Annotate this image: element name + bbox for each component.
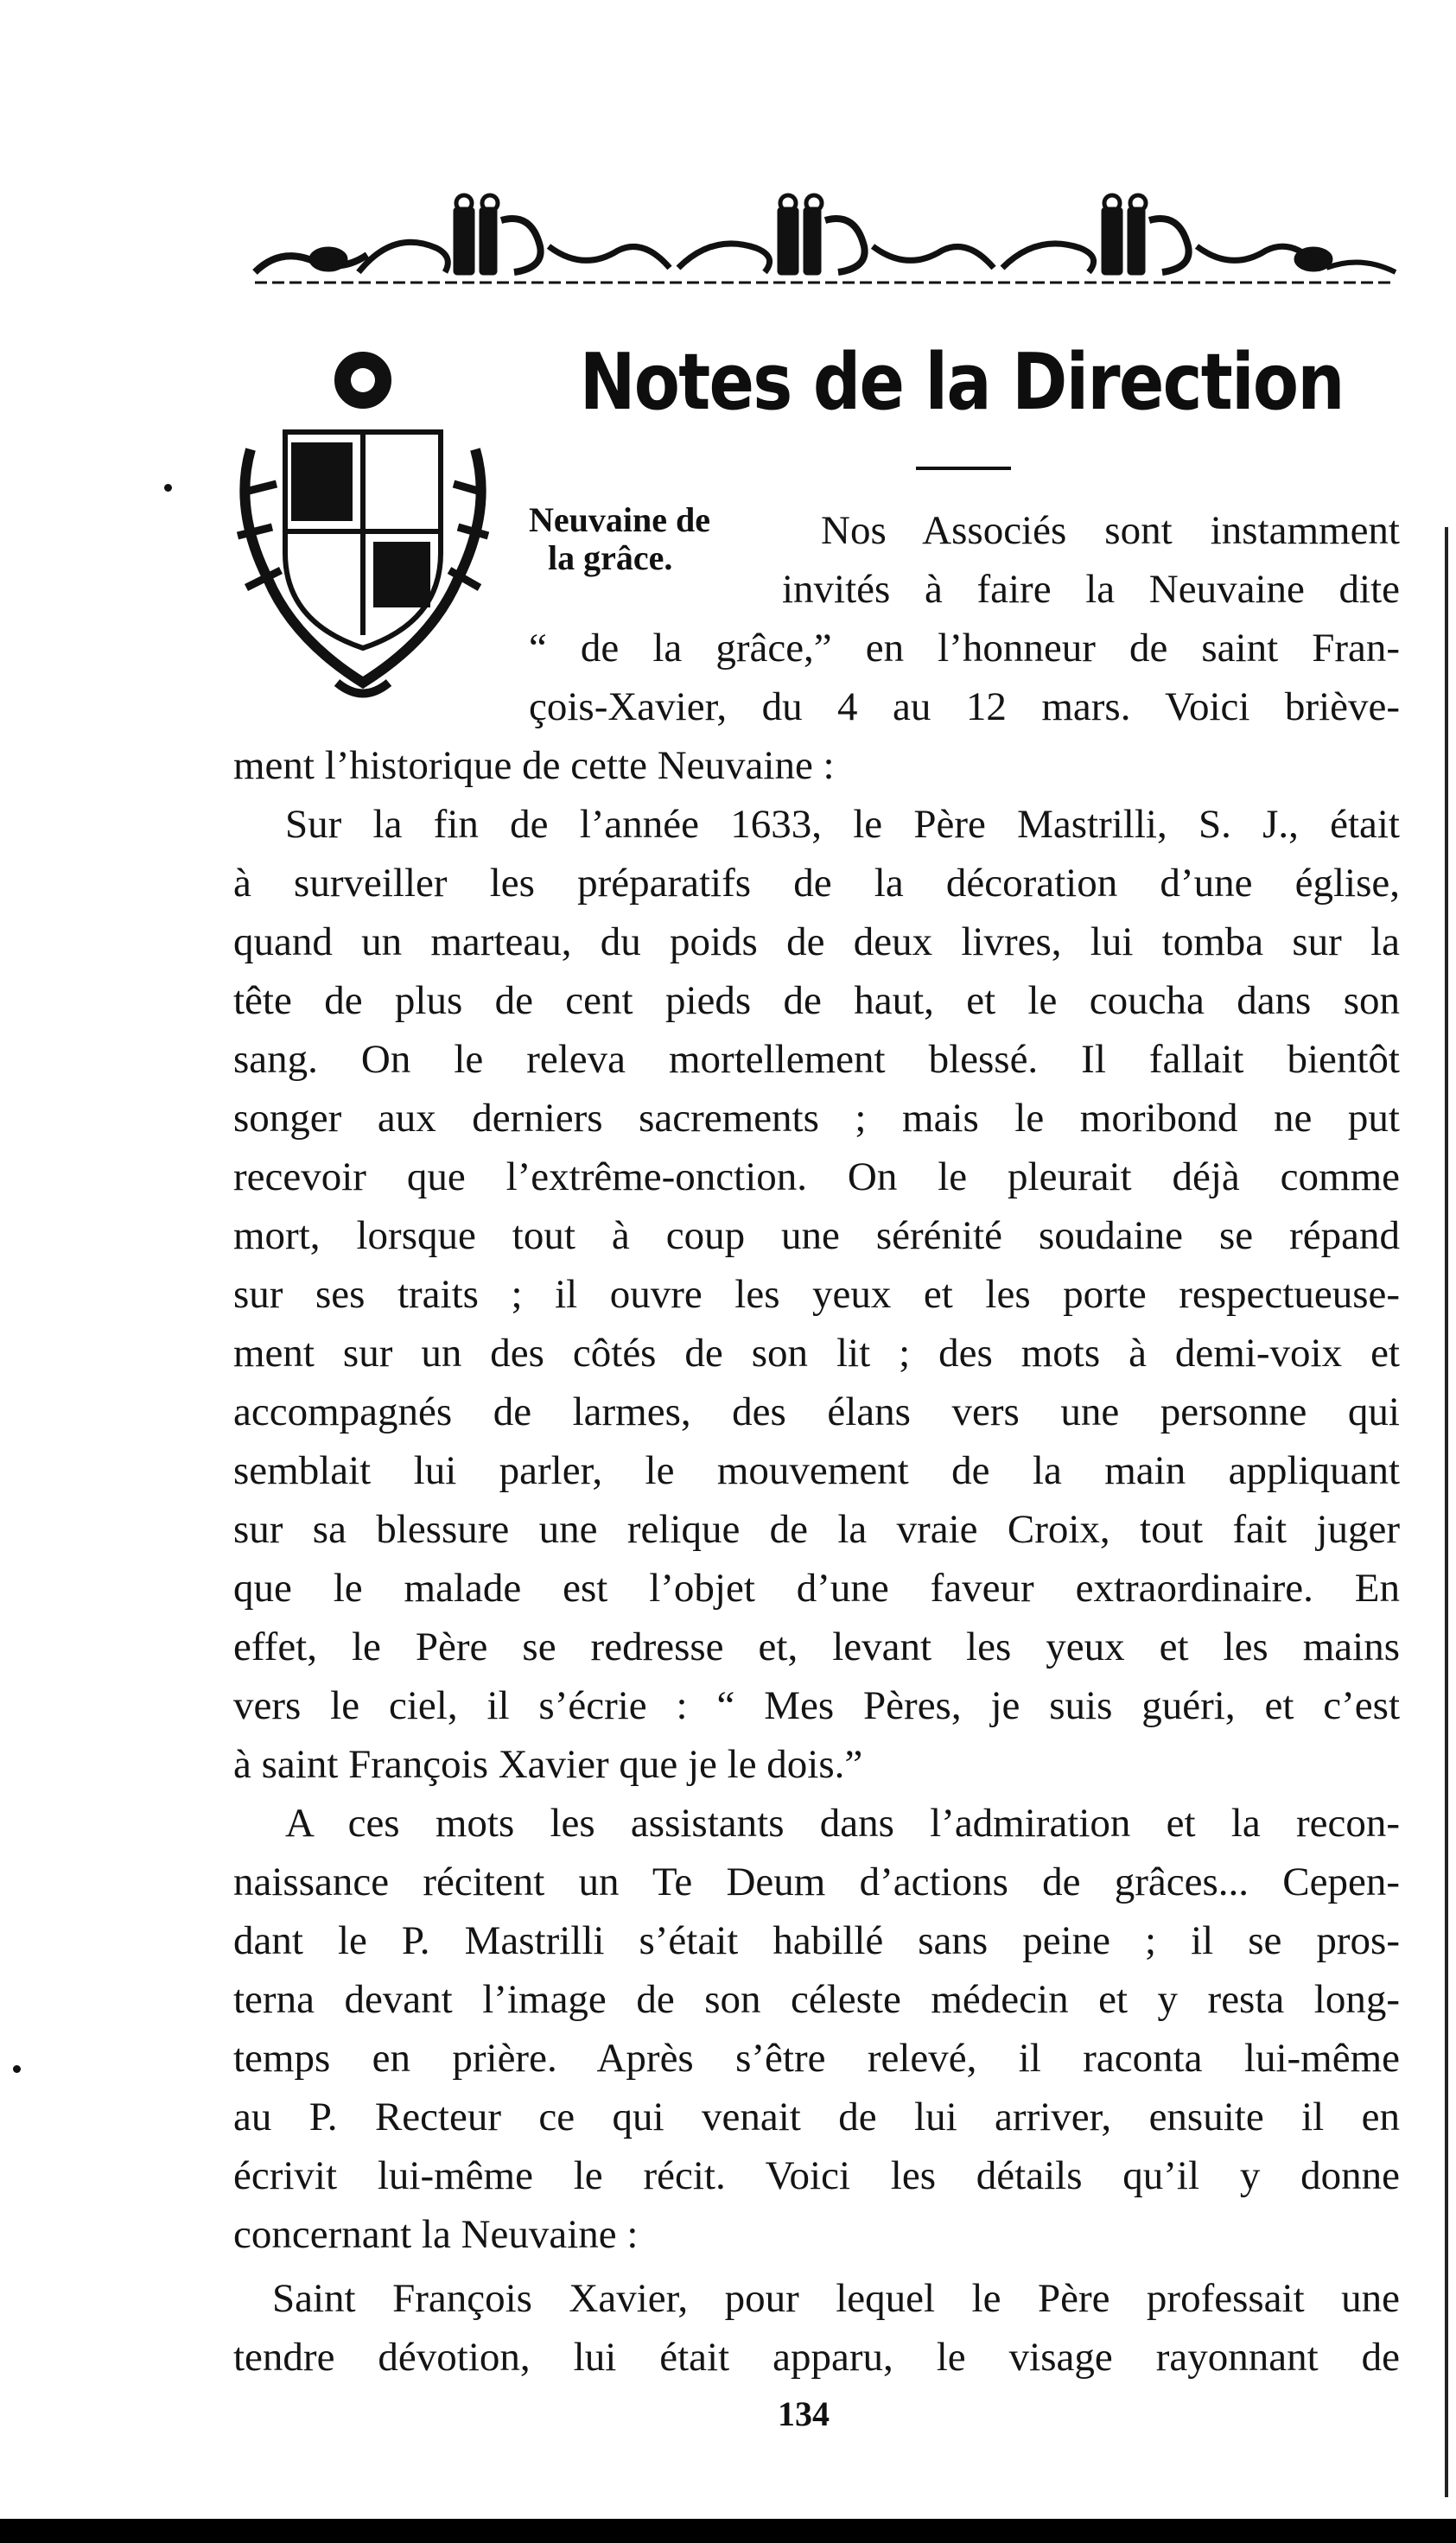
margin-note-line: Neuvaine de	[529, 500, 710, 539]
text-line: semblait lui parler, le mouvement de la main appliquant	[233, 1448, 1400, 1493]
page-title: Notes de la Direction	[579, 337, 1344, 428]
text-line: au P. Recteur ce qui venait de lui arriver, ensuite il en	[233, 2095, 1400, 2139]
text-line: tendre dévotion, lui était apparu, le visage rayonnant de	[233, 2335, 1400, 2380]
text-line: sur ses traits ; il ouvre les yeux et les porte respectueuse-	[233, 1272, 1400, 1317]
coat-of-arms-emblem	[233, 337, 493, 709]
text-line: “ de la grâce,” en l’honneur de saint Fran-	[529, 626, 1400, 671]
text-line: Sur la fin de l’année 1633, le Père Mastrilli, S. J., était	[285, 802, 1400, 847]
text-line: çois-Xavier, du 4 au 12 mars. Voici briève-	[529, 684, 1400, 729]
page-number: 134	[778, 2394, 830, 2433]
text-line: sang. On le releva mortellement blessé. Il fallait bientôt	[233, 1037, 1400, 1082]
text-line: Saint François Xavier, pour lequel le Père professait une	[272, 2276, 1400, 2321]
text-line: A ces mots les assistants dans l’admiration et la recon-	[285, 1801, 1400, 1846]
text-line: tête de plus de cent pieds de haut, et le coucha dans son	[233, 978, 1400, 1023]
text-line: Nos Associés sont instamment	[821, 508, 1400, 553]
scan-speck	[164, 484, 172, 492]
text-line: à surveiller les préparatifs de la décoration d’une église,	[233, 861, 1400, 906]
text-line: ment sur un des côtés de son lit ; des mots à demi-voix et	[233, 1331, 1400, 1376]
text-line: concernant la Neuvaine :	[233, 2212, 639, 2257]
text-line: vers le ciel, il s’écrie : “ Mes Pères, je suis guéri, et c’est	[233, 1683, 1400, 1728]
margin-note	[529, 501, 788, 577]
title-rule	[916, 467, 1011, 470]
ornamental-header-band	[246, 186, 1404, 294]
text-line: recevoir que l’extrême-onction. On le pleurait déjà comme	[233, 1154, 1400, 1199]
text-line: écrivit lui-même le récit. Voici les détails qu’il y donne	[233, 2153, 1400, 2198]
text-line: temps en prière. Après s’être relevé, il raconta lui-même	[233, 2036, 1400, 2081]
text-line: naissance récitent un Te Deum d’actions de grâces... Cepen-	[233, 1860, 1400, 1904]
text-line: ment l’historique de cette Neuvaine :	[233, 743, 835, 788]
text-line: à saint François Xavier que je le dois.”	[233, 1742, 863, 1787]
text-line: invités à faire la Neuvaine dite	[782, 567, 1400, 612]
text-line: sur sa blessure une relique de la vraie Croix, tout fait juger	[233, 1507, 1400, 1552]
scan-border	[0, 2519, 1456, 2543]
text-line: mort, lorsque tout à coup une sérénité soudaine se répand	[233, 1213, 1400, 1258]
margin-note-line: la grâce.	[548, 538, 673, 577]
page-edge-shadow	[1445, 527, 1448, 2497]
text-line: songer aux derniers sacrements ; mais le moribond ne put	[233, 1096, 1400, 1141]
text-line: effet, le Père se redresse et, levant les yeux et les mains	[233, 1624, 1400, 1669]
scan-speck	[13, 2065, 21, 2073]
text-line: que le malade est l’objet d’une faveur extraordinaire. En	[233, 1566, 1400, 1611]
text-line: quand un marteau, du poids de deux livres, lui tomba sur la	[233, 919, 1400, 964]
text-line: terna devant l’image de son céleste médecin et y resta long-	[233, 1977, 1400, 2022]
text-line: dant le P. Mastrilli s’était habillé sans peine ; il se pros-	[233, 1918, 1400, 1963]
text-line: accompagnés de larmes, des élans vers une personne qui	[233, 1389, 1400, 1434]
